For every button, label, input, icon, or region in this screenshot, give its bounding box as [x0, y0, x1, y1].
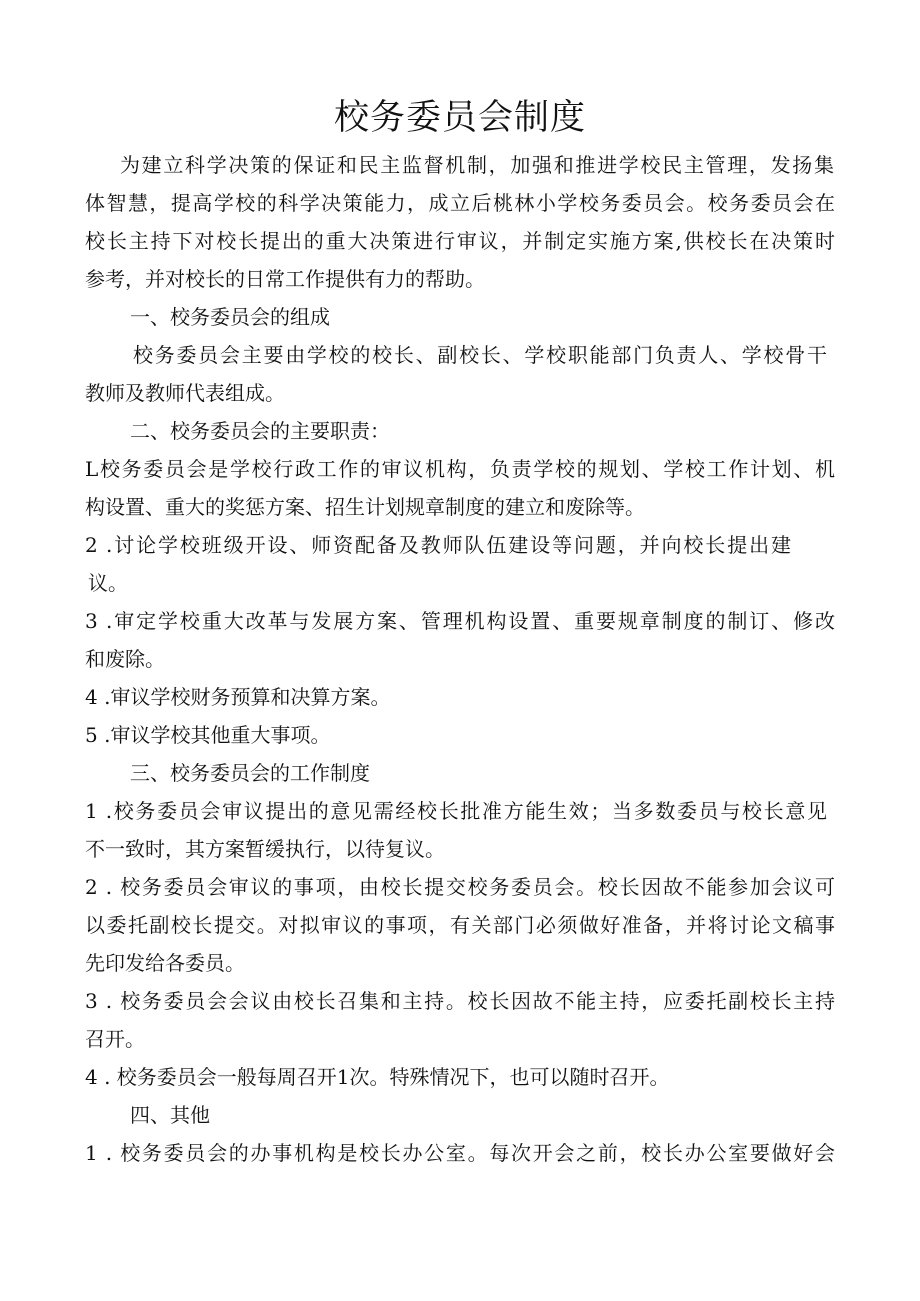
section-heading: 四、其他: [130, 1103, 210, 1127]
list-item-line: 5 .审议学校其他重大事项。: [85, 723, 331, 747]
list-item-line: 议。: [88, 571, 128, 595]
section-heading: 一、校务委员会的组成: [130, 305, 330, 329]
section-heading: 二、校务委员会的主要职责：: [130, 419, 390, 443]
list-item-line: 先印发给各委员。: [85, 951, 245, 975]
paragraph-line: 校务委员会主要由学校的校长、副校长、学校职能部门负责人、学校骨干: [133, 343, 827, 367]
list-item-line: 和废除。: [85, 647, 165, 671]
list-item-line: L校务委员会是学校行政工作的审议机构，负责学校的规划、学校工作计划、机: [85, 457, 835, 481]
section-heading: 三、校务委员会的工作制度: [130, 761, 370, 785]
paragraph-line: 校长主持下对校长提出的重大决策进行审议，并制定实施方案,供校长在决策时: [85, 229, 835, 253]
paragraph-line: 体智慧，提高学校的科学决策能力，成立后桃林小学校务委员会。校务委员会在: [85, 191, 835, 215]
paragraph-line: 为建立科学决策的保证和民主监督机制，加强和推进学校民主管理，发扬集: [120, 153, 834, 177]
list-item-line: 1 . 校务委员会的办事机构是校长办公室。每次开会之前，校长办公室要做好会: [85, 1141, 835, 1165]
list-item-line: 构设置、重大的奖惩方案、招生计划规章制度的建立和废除等。: [85, 495, 645, 519]
document-title: 校务委员会制度: [333, 98, 586, 138]
list-item-line: 2 . 校务委员会审议的事项，由校长提交校务委员会。校长因故不能参加会议可: [85, 875, 835, 899]
list-item-line: 4 .审议学校财务预算和决算方案。: [85, 685, 391, 709]
list-item-line: 2 .讨论学校班级开设、师资配备及教师队伍建设等问题，并向校长提出建: [85, 533, 791, 557]
paragraph-line: 教师及教师代表组成。: [85, 381, 285, 405]
list-item-line: 3 . 校务委员会会议由校长召集和主持。校长因故不能主持，应委托副校长主持: [85, 989, 835, 1013]
list-item-line: 4 . 校务委员会一般每周召开1次。特殊情况下，也可以随时召开。: [85, 1065, 670, 1089]
paragraph-line: 参考，并对校长的日常工作提供有力的帮助。: [85, 267, 485, 291]
list-item-line: 1 .校务委员会审议提出的意见需经校长批准方能生效；当多数委员与校长意见: [85, 799, 827, 823]
list-item-line: 不一致时，其方案暂缓执行，以待复议。: [85, 837, 445, 861]
list-item-line: 3 .审定学校重大改革与发展方案、管理机构设置、重要规章制度的制订、修改: [85, 609, 835, 633]
list-item-line: 以委托副校长提交。对拟审议的事项，有关部门必须做好准备，并将讨论文稿事: [85, 913, 835, 937]
list-item-line: 召开。: [85, 1027, 145, 1051]
